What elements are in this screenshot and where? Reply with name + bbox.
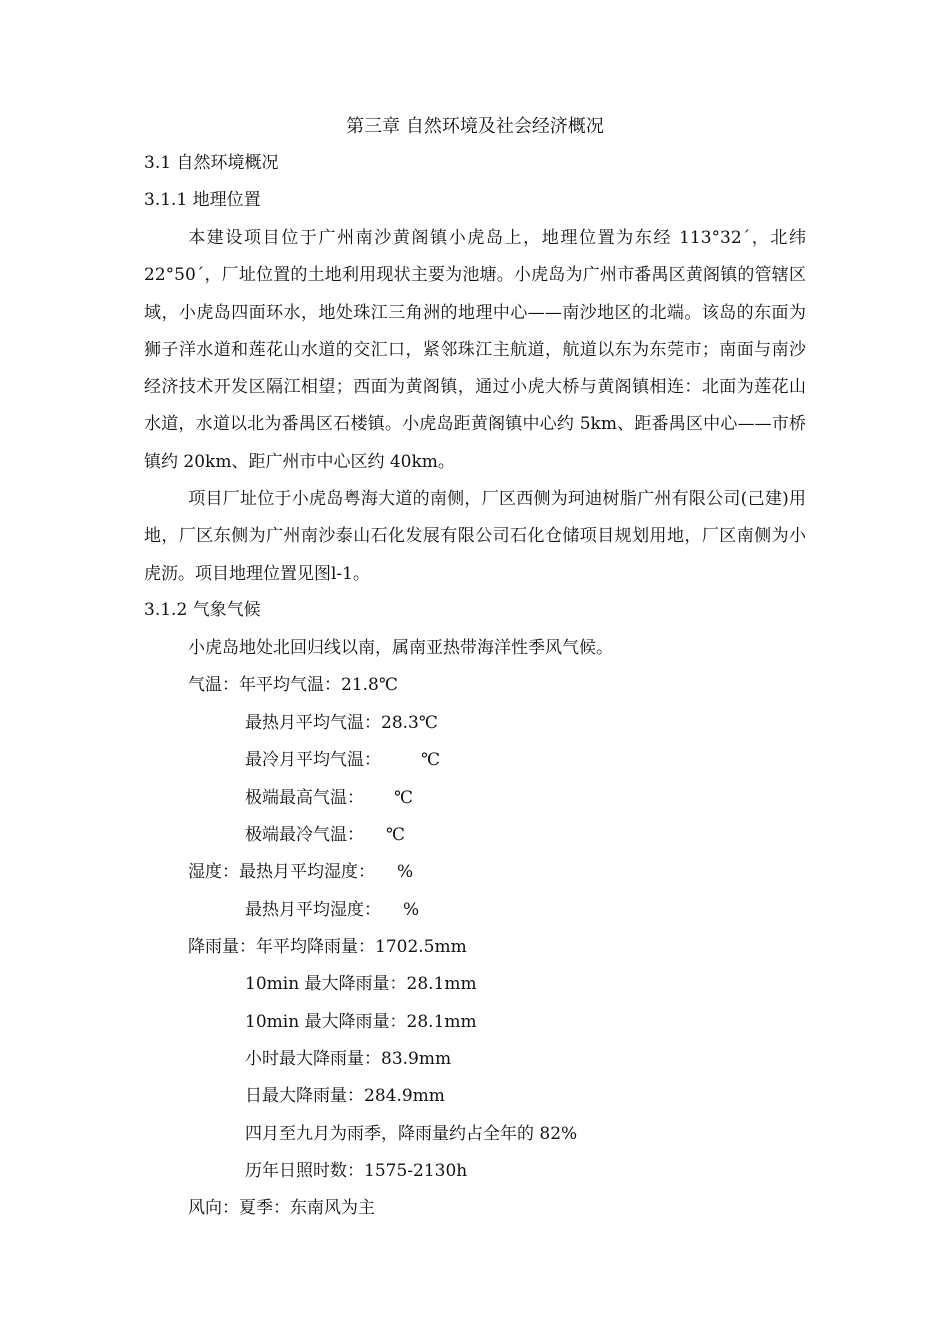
temperature-extreme-low-label: 极端最冷气温： <box>245 825 364 845</box>
humidity-line2-label: 最热月平均湿度： <box>245 900 381 920</box>
rainfall-label: 降雨量： <box>188 937 256 957</box>
temperature-extreme-low-unit: ℃ <box>386 825 406 845</box>
wind-label: 风向： <box>188 1198 239 1218</box>
section-heading-3-1-2: 3.1.2 气象气候 <box>144 600 261 620</box>
wind-line-summer <box>188 1195 375 1221</box>
humidity-line1-unit: % <box>397 862 414 882</box>
section-heading-3-1: 3.1 自然环境概况 <box>144 153 279 173</box>
temperature-coldest-month <box>245 747 440 773</box>
humidity-line1-label: 最热月平均湿度： <box>239 862 375 882</box>
rainfall-annual: 年平均降雨量：1702.5mm <box>256 937 467 957</box>
paragraph-location-1: 本建设项目位于广州南沙黄阁镇小虎岛上，地理位置为东经 113°32´，北纬 22°50´，厂址位置的土地利用现状主要为池塘。小虎岛为广州市番禺区黄阁镇的管辖区域，小虎岛四面环水，地处珠江三角洲的地理中心——南沙地区的北端。该岛的东面为狮子洋水道和莲花山水道的交汇口，紧邻珠江主航道，航道以东为东莞市；南面与南沙经济技术开发区隔江相望；西面为黄阁镇，通过小虎大桥与黄阁镇相连：北面为莲花山水道，水道以北为番禺区石楼镇。小虎岛距黄阁镇中心约 5km、距番禺区中心——市桥镇约 20km、距广州市中心区约 40km。 <box>144 228 806 472</box>
humidity-line-1 <box>188 859 413 885</box>
humidity-label: 湿度： <box>188 862 239 882</box>
temperature-extreme-high-label: 极端最高气温： <box>245 788 364 808</box>
rainfall-sunshine-hours: 历年日照时数：1575-2130h <box>245 1161 468 1181</box>
temperature-label: 气温： <box>188 675 239 695</box>
temperature-extreme-high <box>245 785 413 811</box>
temperature-annual-avg: 年平均气温：21.8℃ <box>239 675 398 695</box>
rainfall-max-10min-b: 10min 最大降雨量：28.1mm <box>245 1012 477 1032</box>
rainfall-max-day: 日最大降雨量：284.9mm <box>245 1086 445 1106</box>
climate-intro: 小虎岛地处北回归线以南，属南亚热带海洋性季风气候。 <box>188 638 613 658</box>
temperature-extreme-low <box>245 822 405 848</box>
temperature-hottest-month: 最热月平均气温：28.3℃ <box>245 713 438 733</box>
section-heading-3-1-1: 3.1.1 地理位置 <box>144 190 261 210</box>
temperature-line-annual <box>188 672 398 698</box>
wind-summer: 夏季：东南风为主 <box>239 1198 375 1218</box>
rainfall-line-annual <box>188 934 467 960</box>
rainfall-max-10min-a: 10min 最大降雨量：28.1mm <box>245 974 477 994</box>
temperature-coldest-unit: ℃ <box>421 750 441 770</box>
temperature-coldest-label: 最冷月平均气温： <box>245 750 381 770</box>
chapter-title: 第三章 自然环境及社会经济概况 <box>346 116 604 137</box>
humidity-line-2 <box>245 897 419 923</box>
humidity-line2-unit: % <box>403 900 420 920</box>
rainfall-max-hour: 小时最大降雨量：83.9mm <box>245 1049 452 1069</box>
rainfall-rainy-season: 四月至九月为雨季，降雨量约占全年的 82% <box>245 1124 578 1144</box>
temperature-extreme-high-unit: ℃ <box>394 788 414 808</box>
paragraph-location-2: 项目厂址位于小虎岛粤海大道的南侧，厂区西侧为珂迪树脂广州有限公司(己建)用地，厂区东侧为广州南沙泰山石化发展有限公司石化仓储项目规划用地，厂区南侧为小虎沥。项目地理位置见图l-1。 <box>144 489 806 584</box>
